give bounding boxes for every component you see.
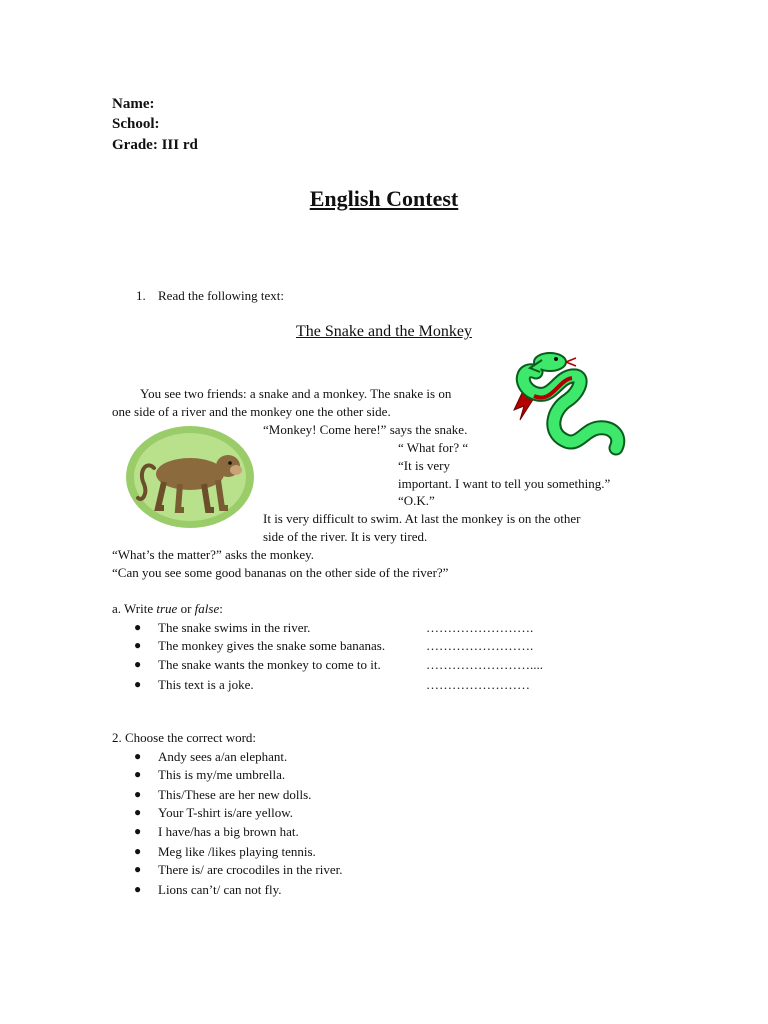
grade-label: Grade: III rd	[112, 137, 198, 153]
story-line-10: “What’s the matter?” asks the monkey.	[112, 547, 315, 562]
statement-text: The snake swims in the river.	[158, 620, 311, 635]
bullet-icon: ●	[134, 824, 142, 838]
statement-text: The snake wants the monkey to come to it.	[158, 657, 381, 672]
choice-text: This is my/me umbrella.	[158, 767, 286, 782]
choice-text: This/These are her new dolls.	[158, 787, 312, 802]
bullet-icon: ●	[134, 749, 142, 763]
story-line-2: one side of a river and the monkey one the other side.	[112, 404, 391, 419]
q1-instruction: Read the following text:	[158, 288, 285, 303]
bullet-icon: ●	[134, 620, 142, 634]
snake-image	[512, 348, 630, 458]
choice-text: Andy sees a/an elephant.	[158, 749, 288, 764]
bullet-icon: ●	[134, 844, 142, 858]
story-line-7: “O.K.”	[398, 493, 435, 508]
story-line-1: You see two friends: a snake and a monkey. The snake is on	[140, 386, 452, 401]
story-line-8: It is very difficult to swim. At last the monkey is on the other	[263, 511, 581, 526]
choice-text: Your T-shirt is/are yellow.	[158, 805, 294, 820]
statement-text: The monkey gives the snake some bananas.	[158, 638, 386, 653]
choice-text: I have/has a big brown hat.	[158, 824, 299, 839]
story-line-9: side of the river. It is very tired.	[263, 529, 428, 544]
bullet-icon: ●	[134, 882, 142, 896]
page-title: English Contest	[309, 186, 459, 211]
statement-text: This text is a joke.	[158, 677, 254, 692]
choice-text: There is/ are crocodiles in the river.	[158, 862, 343, 877]
story-line-11: “Can you see some good bananas on the other side of the river?”	[112, 565, 449, 580]
monkey-image	[124, 424, 256, 530]
story-line-4: “ What for? “	[398, 440, 469, 455]
bullet-icon: ●	[134, 805, 142, 819]
choice-text: Meg like /likes playing tennis.	[158, 844, 316, 859]
bullet-icon: ●	[134, 767, 142, 781]
school-label: School:	[112, 116, 160, 132]
name-label: Name:	[112, 96, 155, 112]
story-line-6: important. I want to tell you something.”	[398, 476, 611, 491]
bullet-icon: ●	[134, 862, 142, 876]
monkey-icon	[124, 424, 256, 530]
answer-blank[interactable]: …………………….	[426, 638, 534, 653]
choice-text: Lions can’t/ can not fly.	[158, 882, 282, 897]
true-false-instruction: a. Write true or false:	[112, 601, 223, 616]
story-line-5: “It is very	[398, 458, 450, 473]
bullet-icon: ●	[134, 638, 142, 652]
story-line-3: “Monkey! Come here!” says the snake.	[263, 422, 468, 437]
bullet-icon: ●	[134, 787, 142, 801]
q2-instruction: 2. Choose the correct word:	[112, 730, 257, 745]
bullet-icon: ●	[134, 677, 142, 691]
answer-blank[interactable]: ……………………....	[426, 657, 543, 672]
story-title: The Snake and the Monkey	[296, 323, 472, 340]
bullet-icon: ●	[134, 657, 142, 671]
answer-blank[interactable]: …………………….	[426, 620, 534, 635]
answer-blank[interactable]: ……………………	[426, 677, 530, 692]
snake-icon	[512, 348, 630, 458]
q1-number: 1.	[136, 288, 146, 303]
